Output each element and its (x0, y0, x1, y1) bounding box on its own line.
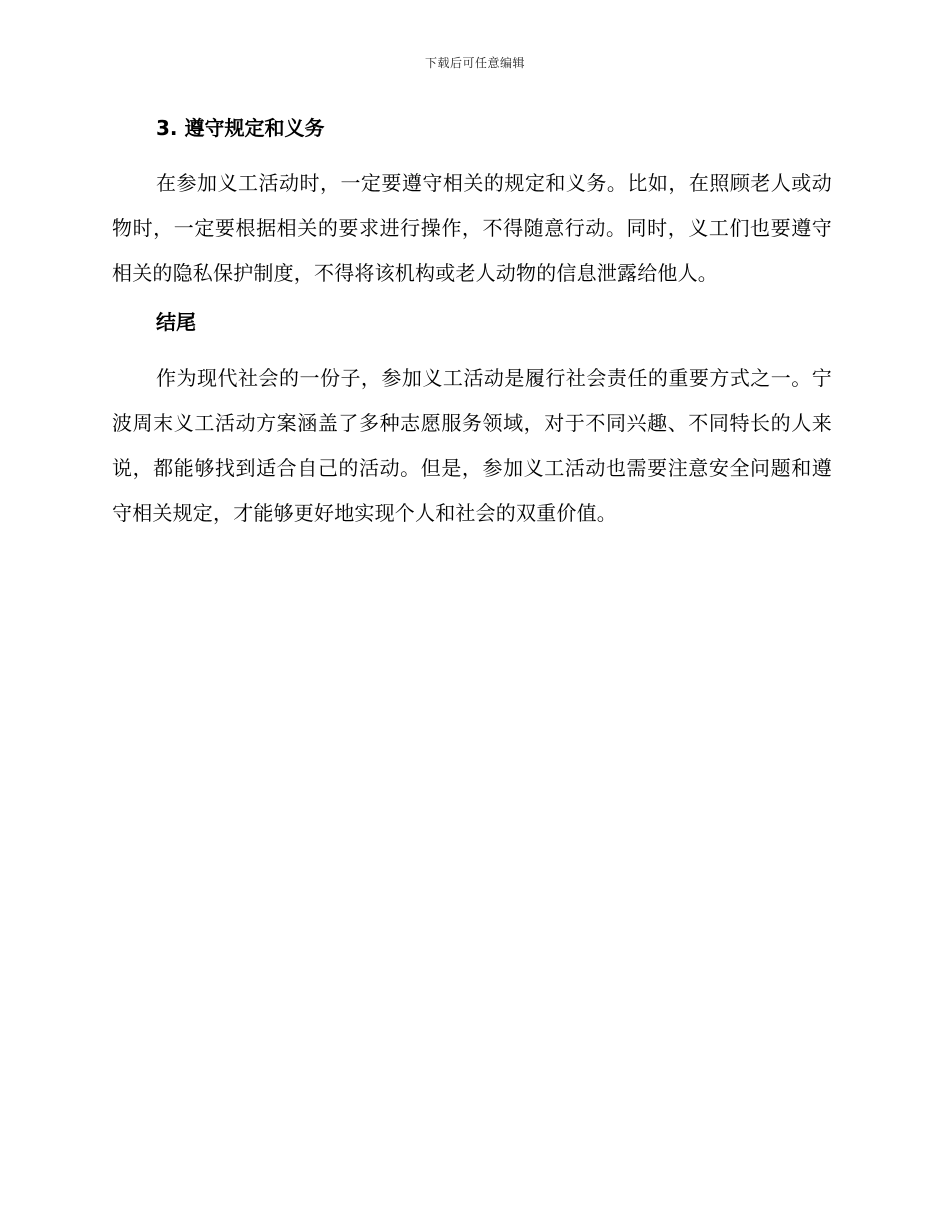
page-header: 下载后可任意编辑 (424, 56, 525, 70)
section-heading-conclusion: 结尾 (156, 310, 196, 334)
section-paragraph-rules: 在参加义工活动时，一定要遵守相关的规定和义务。比如，在照顾老人或动物时，一定要根据相关的要求进行操作，不得随意行动。同时，义工们也要遵守相关的隐私保护制度，不得将该机构或老人动物的信息泄露给他人。 (112, 171, 832, 285)
document-body (112, 112, 832, 536)
section-heading-rules: 3. 遵守规定和义务 (156, 116, 325, 140)
section-paragraph-conclusion: 作为现代社会的一份子，参加义工活动是履行社会责任的重要方式之一。宁波周末义工活动方案涵盖了多种志愿服务领域，对于不同兴趣、不同特长的人来说，都能够找到适合自己的活动。但是，参加义工活动也需要注意安全问题和遵守相关规定，才能够更好地实现个人和社会的双重价值。 (112, 366, 832, 525)
